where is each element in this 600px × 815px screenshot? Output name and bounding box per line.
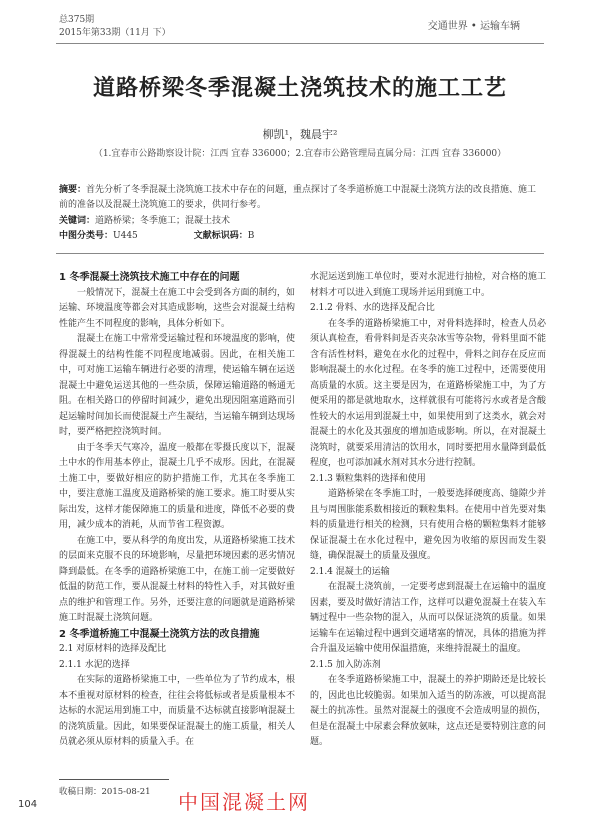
header-rule <box>56 43 544 44</box>
paragraph: 在冬季的道路桥梁施工中，对骨料选择时，检查人员必须认真检查，看骨料间是否夹杂冰雪等杂物，骨料里面不能含有活性材料，避免在水化的过程中，骨料之间存在反应而影响混凝土的水化过程。在冬季的施工过程中，还需要使用高质量的水质。这主要是因为，在道路桥梁施工中，为了方便采用的都是就地取水，这样就很有可能将污水或者是含酸性较大的水运用到混凝土中，如果使用到了这类水，就会对混凝土的水化及其强度的增加造成影响。所以，在对混凝土浇筑时，就要采用清洁的饮用水，同时要把用水量降到最低程度，也可添加减水剂对其水分进行控制。 <box>310 318 546 468</box>
received-date: 收稿日期：2015-08-21 <box>59 787 151 797</box>
clc-label: 中图分类号： <box>59 231 114 241</box>
paragraph: 在施工中，要从科学的角度出发，从道路桥梁施工技术的层面来克服不良的环境影响，尽量把环境因素的恶劣情况降到最低。在冬季的道路桥梁施工中，在施工前一定要做好低温的防范工作，要从混凝土材料的特性入手，对其做好重点的维护和管理工作。另外，还要注意的问题就是道路桥梁施工时混凝土浇筑问题。 <box>59 535 295 623</box>
issue-date: 2015年第33期（11月 下） <box>59 28 171 38</box>
section-heading-2: 2 冬季道桥施工中混凝土浇筑方法的改良措施 <box>59 628 260 640</box>
keywords <box>59 214 543 228</box>
keywords-label: 关键词： <box>59 216 96 226</box>
subsubsection-heading: 2.1.3 颗粒集料的选择和使用 <box>310 473 426 484</box>
journal-name: 交通世界 • 运输车辆 <box>427 21 520 32</box>
paragraph: 在冬季道路桥梁施工中，混凝土的养护期龄还是比较长的，因此也比较脆弱。如果加入适当的防冻液，可以提高混凝土的抗冻性。虽然对混凝土的强度不会造成明显的损伤，但是在混凝土中尿素会释放氨味，这点还是要特别注意的问题。 <box>310 675 546 747</box>
paragraph: 在实际的道路桥梁施工中，一些单位为了节约成本，根本不重视对原材料的检查，往往会将低标或者是质量根本不达标的水泥运用到施工中，而质量不达标就直接影响混凝土的浇筑质量。因此，如果要保证混凝土的施工质量，相关人员就必须从原材料的质量入手。在 <box>59 675 295 747</box>
paragraph: 混凝土在施工中常常受运输过程和环境温度的影响，使得混凝土的结构性能不同程度地减弱。因此，在相关施工中，可对施工运输车辆进行必要的清理，使运输车辆在运送混凝土中避免运送其他的一些杂质，保障运输道路的畅通无阻。在相关路口的停留时间减少，避免出现因阻塞道路而引起运输时间加长而使混凝土产生凝结，当运输车辆到达现场时，要严格把控浇筑时间。 <box>59 334 295 437</box>
subsubsection-heading: 2.1.4 混凝土的运输 <box>310 566 390 577</box>
author-affiliations: （1.宜春市公路勘察设计院：江西 宜春 336000；2.宜春市公路管理局直属分局：江西 宜春 336000） <box>93 149 507 159</box>
article-authors: 柳凯¹，魏晨宇² <box>262 128 338 141</box>
page-number: 104 <box>18 799 38 810</box>
subsection-heading: 2.1 对原材料的选择及配比 <box>59 644 167 654</box>
abstract <box>59 183 543 213</box>
footnote-rule <box>59 779 169 780</box>
subsubsection-heading: 2.1.5 加入防冻剂 <box>310 659 381 670</box>
paragraph: 由于冬季天气寒冷，温度一般都在零摄氏度以下，混凝土中水的作用基本停止，混凝土几乎不成形。因此，在混凝土施工中，要做好相应的防护措施工作，尤其在冬季施工中，要注意施工温度及道路桥梁的施工要求。施工时要从实际出发，这样才能保障施工的质量和进度，降低不必要的费用，减少成本的消耗，从而节省工程资源。 <box>59 442 295 530</box>
abstract-text: 首先分析了冬季混凝土浇筑施工技术中存在的问题，重点探讨了冬季道桥施工中混凝土浇筑方法的改良措施、施工前的准备以及混凝土浇筑施工的要求，供同行参考。 <box>59 185 537 210</box>
abstract-rule <box>56 253 544 254</box>
paragraph: 一般情况下，混凝土在施工中会受到各方面的制约，如运输、环境温度等都会对其造成影响，这些会对混凝土结构性能产生不同程度的影响，具体分析如下。 <box>59 287 295 329</box>
paragraph: 在混凝土浇筑前，一定要考虑到混凝土在运输中的温度因素，要及时做好清洁工作，这样可以避免混凝土在装入车辆过程中一些杂物的混入，从而可以保证浇筑的质量。如果运输车在运输过程中遇到交通堵塞的情况，具体的措施为拌合升温及运输中使用保温措施，来维持混凝土的温度。 <box>310 582 546 654</box>
article-title: 道路桥梁冬季混凝土浇筑技术的施工工艺 <box>92 76 507 101</box>
keywords-text: 道路桥梁；冬季施工；混凝土技术 <box>95 216 231 226</box>
doc-code-value: B <box>247 231 255 241</box>
subsubsection-heading: 2.1.2 骨料、水的选择及配合比 <box>310 303 435 313</box>
doc-code-label: 文献标识码： <box>193 231 248 241</box>
paragraph: 道路桥梁在冬季施工时，一般要选择硬度高、缝隙少并且与周围胀能系数相接近的颗粒集料。在使用中首先要对集料的质量进行相关的检测，只有使用合格的颗粒集料才能够保证混凝土在水化过程中，避免因为收缩的原因而发生裂缝，确保混凝土的质量及强度。 <box>310 489 546 561</box>
subsubsection-heading: 2.1.1 水泥的选择 <box>59 659 130 670</box>
right-column <box>310 270 546 751</box>
left-column <box>59 270 295 751</box>
paragraph: 水泥运送到施工单位时，要对水泥进行抽检，对合格的施工材料才可以进入到施工现场并运用到施工中。 <box>310 272 546 298</box>
section-heading-1: 1 冬季混凝土浇筑技术施工中存在的问题 <box>59 272 240 283</box>
abstract-label: 摘要： <box>59 185 87 195</box>
issue-total: 总375期 <box>59 15 95 25</box>
issue-info <box>59 14 171 40</box>
clc-value: U445 <box>113 231 138 241</box>
classification <box>59 229 543 243</box>
watermark: 中国混凝土网 <box>178 790 310 814</box>
